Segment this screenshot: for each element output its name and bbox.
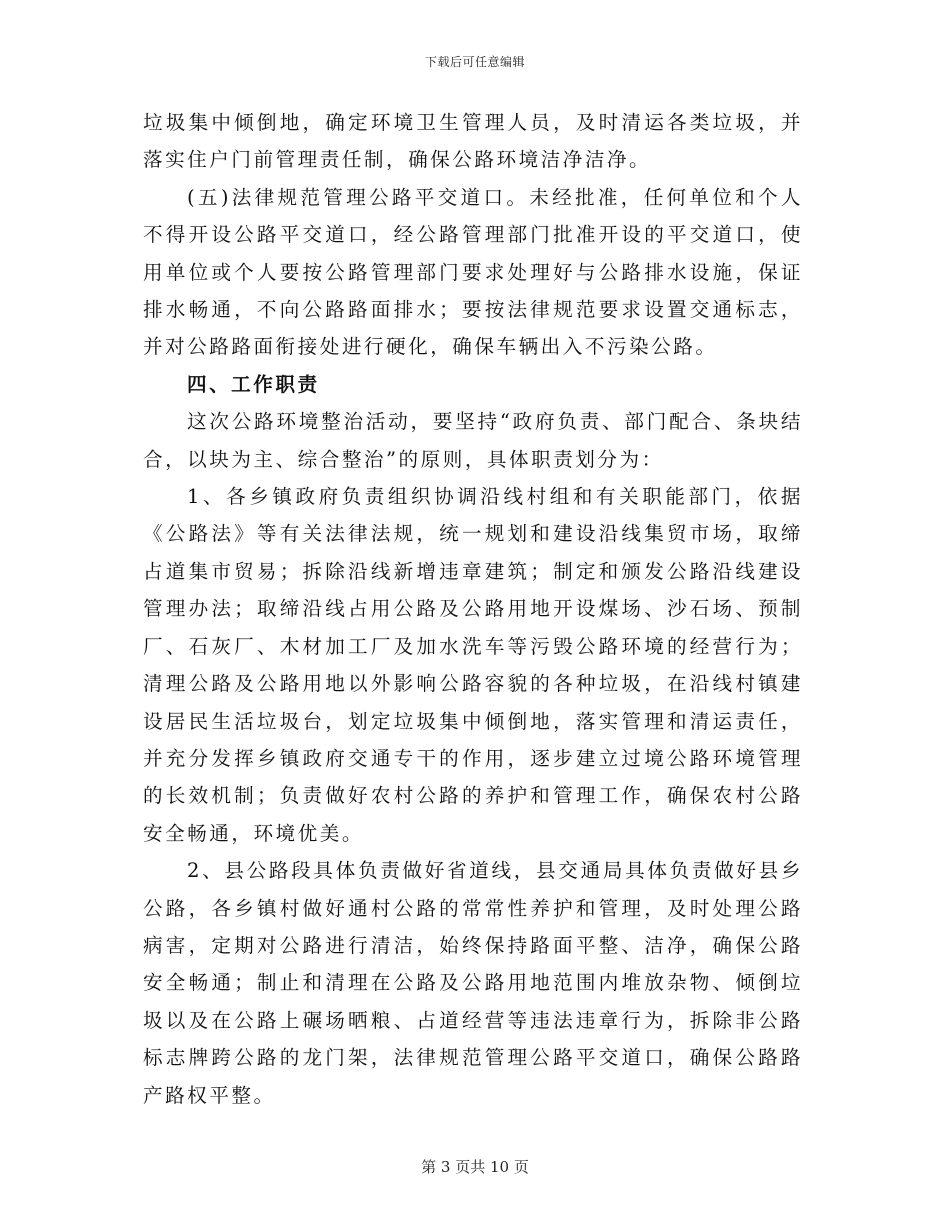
- paragraph-continuation: 垃圾集中倾倒地，确定环境卫生管理人员，及时清运各类垃圾，并落实住户门前管理责任制，确保公路环境洁净洁净。: [143, 111, 803, 172]
- paragraph-intro: 这次公路环境整治活动，要坚持“政府负责、部门配合、条块结合，以块为主、综合整治”的原则，具体职责划分为：: [143, 410, 803, 471]
- document-body: [143, 104, 803, 1114]
- page-header: 下载后可任意编辑: [424, 55, 525, 69]
- section-heading: 四、工作职责: [187, 372, 320, 396]
- paragraph-duty-1: 1、各乡镇政府负责组织协调沿线村组和有关职能部门，依据《公路法》等有关法律法规，统一规划和建设沿线集贸市场，取缔占道集市贸易；拆除沿线新增违章建筑；制定和颁发公路沿线建设管理办法；取缔沿线占用公路及公路用地开设煤场、沙石场、预制厂、石灰厂、木材加工厂及加水洗车等污毁公路环境的经营行为；清理公路及公路用地以外影响公路容貌的各种垃圾，在沿线村镇建设居民生活垃圾台，划定垃圾集中倾倒地，落实管理和清运责任，并充分发挥乡镇政府交通专干的作用，逐步建立过境公路环境管理的长效机制；负责做好农村公路的养护和管理工作，确保农村公路安全畅通，环境优美。: [143, 485, 803, 845]
- paragraph-duty-2: 2、县公路段具体负责做好省道线，县交通局具体负责做好县乡公路，各乡镇村做好通村公路的常常性养护和管理，及时处理公路病害，定期对公路进行清洁，始终保持路面平整、洁净，确保公路安全畅通；制止和清理在公路及公路用地范围内堆放杂物、倾倒垃圾以及在公路上碾场晒粮、占道经营等违法违章行为，拆除非公路标志牌跨公路的龙门架，法律规范管理公路平交道口，确保公路路产路权平整。: [143, 859, 803, 1107]
- paragraph-item-5: (五)法律规范管理公路平交道口。未经批准，任何单位和个人不得开设公路平交道口，经公路管理部门批准开设的平交道口，使用单位或个人要按公路管理部门要求处理好与公路排水设施，保证排水畅通，不向公路路面排水；要按法律规范要求设置交通标志，并对公路路面衔接处进行硬化，确保车辆出入不污染公路。: [143, 185, 803, 359]
- page-number: 第 3 页共 10 页: [421, 1158, 529, 1176]
